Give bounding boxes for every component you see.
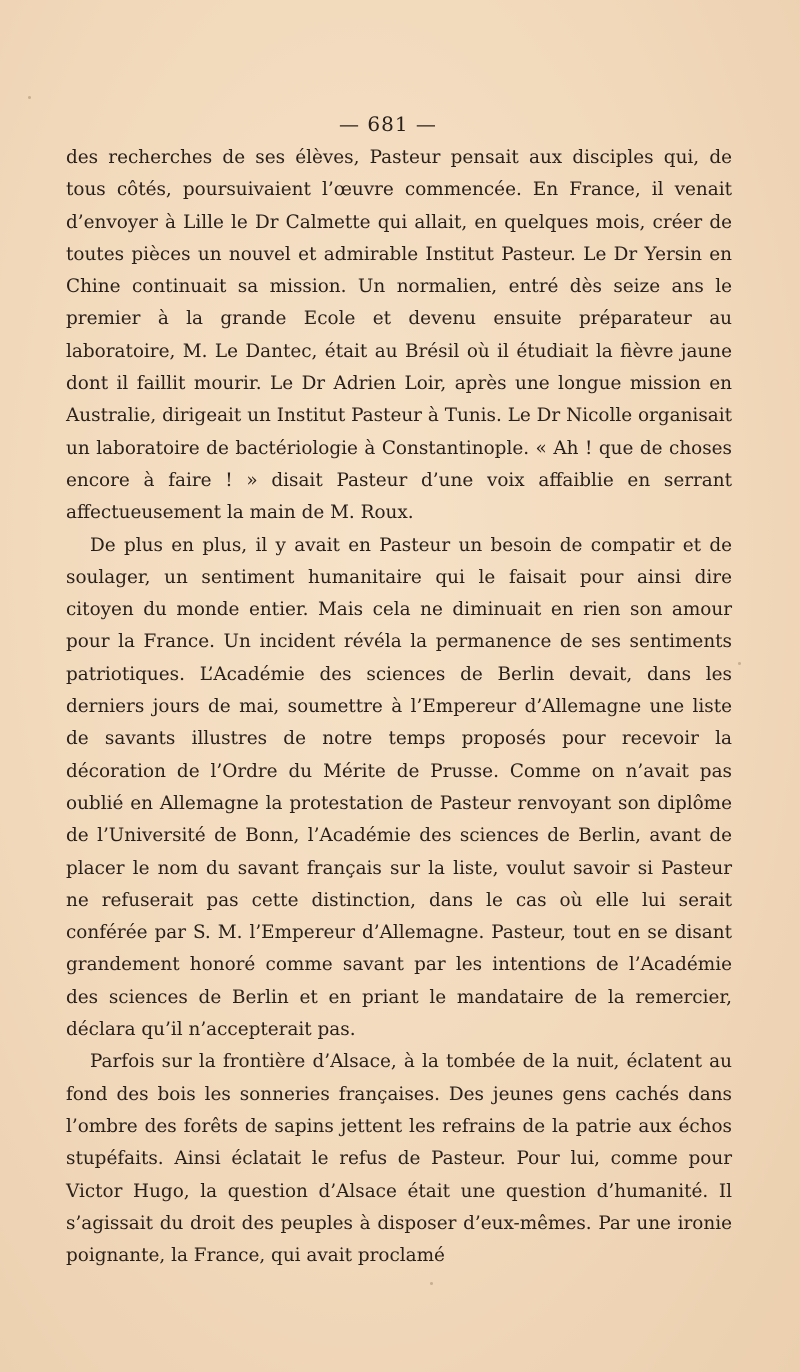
body-text: [66, 142, 732, 1272]
paragraph-3: Parfois sur la frontière d’Alsace, à la tombée de la nuit, éclatent au fond des bois les sonneries françaises. Des jeunes gens cachés dans l’ombre des forêts de sapins jettent les refrains de la patrie aux échos stupéfaits. Ainsi éclatait le refus de Pasteur. Pour lui, comme pour Victor Hugo, la question d’Alsace était une question d’humanité. Il s’agissait du droit des peuples à disposer d’eux-mêmes. Par une ironie poignante, la France, qui avait proclamé: [66, 1051, 732, 1267]
paragraph-2: De plus en plus, il y avait en Pasteur un besoin de compatir et de soulager, un sentiment humanitaire qui le faisait pour ainsi dire citoyen du monde entier. Mais cela ne diminuait en rien son amour pour la France. Un incident révéla la permanence de ses sentiments patriotiques. L’Académie des sciences de Berlin devait, dans les derniers jours de mai, soumettre à l’Empereur d’Allemagne une liste de savants illustres de notre temps proposés pour recevoir la décoration de l’Ordre du Mérite de Prusse. Comme on n’avait pas oublié en Allemagne la protestation de Pasteur renvoyant son diplôme de l’Université de Bonn, l’Académie des sciences de Berlin, avant de placer le nom du savant français sur la liste, voulut savoir si Pasteur ne refuserait pas cette distinction, dans le cas où elle lui serait conférée par S. M. l’Empereur d’Allemagne. Pasteur, tout en se disant grandement honoré comme savant par les intentions de l’Académie des sciences de Berlin et en priant le mandataire de la remercier, déclara qu’il n’accepterait pas.: [66, 534, 732, 1041]
paper-speck: [738, 662, 741, 665]
page-number: — 681 —: [339, 112, 437, 136]
paper-speck: [430, 1282, 433, 1285]
paragraph-1: des recherches de ses élèves, Pasteur pensait aux disciples qui, de tous côtés, poursuivaient l’œuvre commencée. En France, il venait d’envoyer à Lille le Dr Calmette qui allait, en quelques mois, créer de toutes pièces un nouvel et admirable Institut Pasteur. Le Dr Yersin en Chine continuait sa mission. Un normalien, entré dès seize ans le premier à la grande Ecole et devenu ensuite préparateur au laboratoire, M. Le Dantec, était au Brésil où il étudiait la fièvre jaune dont il faillit mourir. Le Dr Adrien Loir, après une longue mission en Australie, dirigeait un Institut Pasteur à Tunis. Le Dr Nicolle organisait un laboratoire de bactériologie à Constantinople. « Ah ! que de choses encore à faire ! » disait Pasteur d’une voix affaiblie en serrant affectueusement la main de M. Roux.: [66, 147, 732, 524]
paper-speck: [28, 96, 31, 99]
